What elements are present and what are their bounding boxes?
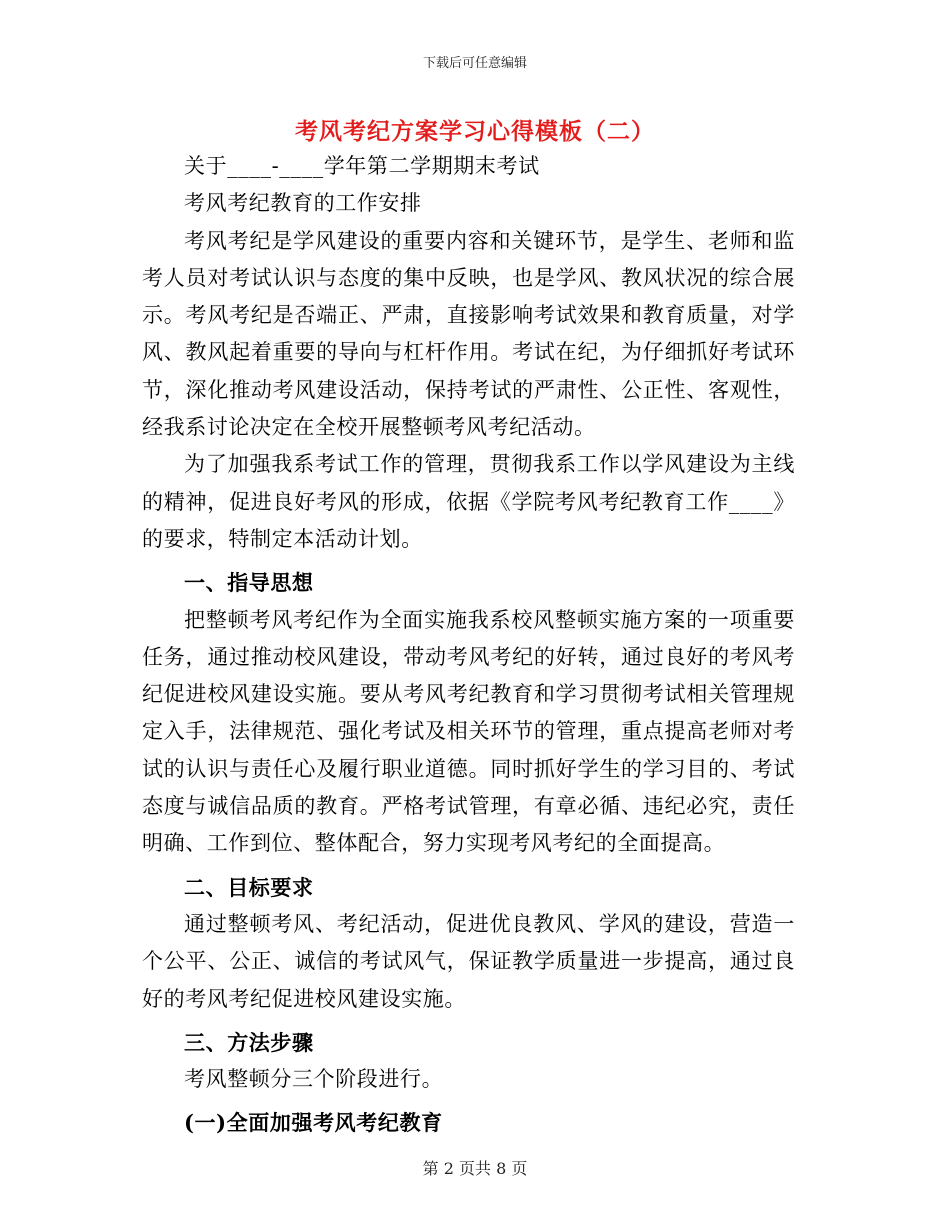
subsection-heading: (一)全面加强考风考纪教育 bbox=[184, 1110, 443, 1136]
intro-line-1: 关于____-____学年第二学期期末考试 bbox=[184, 154, 540, 178]
section-heading: 一、指导思想 bbox=[184, 570, 314, 596]
section-heading: 二、目标要求 bbox=[184, 874, 314, 900]
intro-line-2: 考风考纪教育的工作安排 bbox=[184, 191, 422, 216]
header-note: 下载后可任意编辑 bbox=[422, 56, 527, 71]
page-number: 第 2 页共 8 页 bbox=[422, 1159, 528, 1178]
document-title: 考风考纪方案学习心得模板（二） bbox=[295, 118, 655, 145]
paragraph: 考风整顿分三个阶段进行。 bbox=[184, 1067, 444, 1092]
paragraph: 把整顿考风考纪作为全面实施我系校风整顿实施方案的一项重要任务，通过推动校风建设，带动考风考纪的好转，通过良好的考风考纪促进校风建设实施。要从考风考纪教育和学习贯彻考试相关管理规定入手，法律规范、强化考试及相关环节的管理，重点提高老师对考试的认识与责任心及履行职业道德。同时抓好学生的学习目的、考试态度与诚信品质的教育。严格考试管理，有章必循、违纪必究，责任明确、工作到位、整体配合，努力实现考风考纪的全面提高。 bbox=[142, 607, 795, 856]
paragraph: 通过整顿考风、考纪活动，促进优良教风、学风的建设，营造一个公平、公正、诚信的考试风气，保证教学质量进一步提高，通过良好的考风考纪促进校风建设实施。 bbox=[142, 911, 795, 1011]
section-heading: 三、方法步骤 bbox=[184, 1029, 314, 1055]
paragraph: 为了加强我系考试工作的管理，贯彻我系工作以学风建设为主线的精神，促进良好考风的形成，依据《学院考风考纪教育工作____》的要求，特制定本活动计划。 bbox=[142, 452, 795, 551]
paragraph: 考风考纪是学风建设的重要内容和关键环节，是学生、老师和监考人员对考试认识与态度的集中反映，也是学风、教风状况的综合展示。考风考纪是否端正、严肃，直接影响考试效果和教育质量，对学风、教风起着重要的导向与杠杆作用。考试在纪，为仔细抓好考试环节，深化推动考风建设活动，保持考试的严肃性、公正性、客观性，经我系讨论决定在全校开展整顿考风考纪活动。 bbox=[142, 228, 795, 440]
document-body bbox=[142, 148, 795, 1142]
